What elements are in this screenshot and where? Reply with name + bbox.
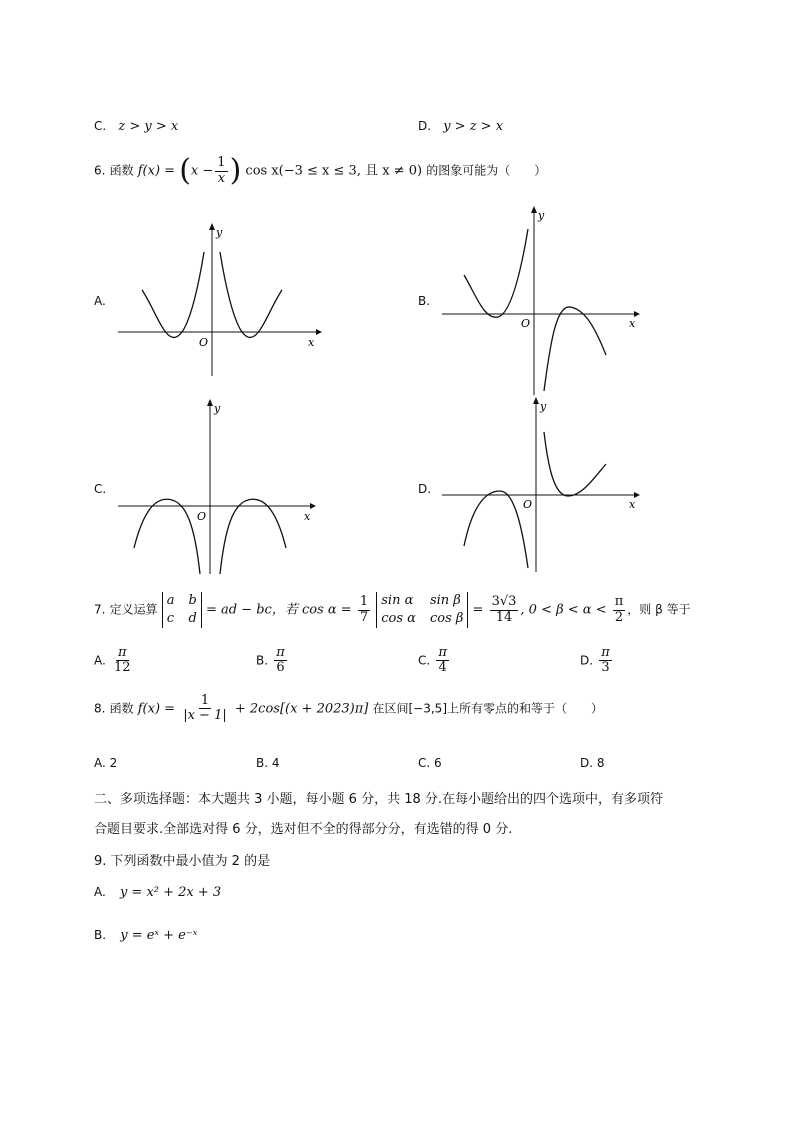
graph-b-x-label: x xyxy=(629,317,636,330)
q7-determinant-def: a b c d xyxy=(162,592,202,628)
q9-option-b: B. y = eˣ + e⁻ˣ xyxy=(94,928,198,943)
graph-d-label: D. xyxy=(418,482,432,496)
graph-a-x-label: x xyxy=(308,336,315,349)
graph-a-label: A. xyxy=(94,294,106,308)
graph-d xyxy=(436,396,646,576)
graph-d-origin: O xyxy=(523,498,533,511)
q9-stem: 9. 下列函数中最小值为 2 的是 xyxy=(94,854,271,869)
graph-d-y-label: y xyxy=(540,400,547,413)
graph-b xyxy=(436,205,646,400)
q6-stem: 6. 函数 f(x) = (x − $\frac{1}{x}$ ) cos x(−3 ≤ x ≤ 3, 且 x ≠ 0) 的图象可能为（ ） xyxy=(94,153,547,188)
q7-determinant-values: sin α sin β cos α cos β xyxy=(376,592,468,628)
q7-option-b: B. $\frac{\pi}{6}$ xyxy=(256,645,285,676)
graph-d-x-label: x xyxy=(629,498,636,511)
graph-c-origin: O xyxy=(197,510,207,523)
section2-line2: 合题目要求.全部选对得 6 分，选对但不全的得部分分，有选错的得 0 分. xyxy=(94,822,513,837)
graph-b-origin: O xyxy=(521,317,531,330)
q5-option-c: C. z > y > x xyxy=(94,119,179,134)
q5-option-d: D. y > z > x xyxy=(418,119,504,134)
graph-a-origin: O xyxy=(199,336,209,349)
q7-stem: 7. 定义运算 a b c d = ad − bc，若 cos α = $\frac{1}{7}$ sin α sin β cos α cos β = $\frac{3√3}{14}$ , 0 < β < α < $\frac{\pi}{2}$ ，则 β 等于 xyxy=(94,592,691,628)
section2-line1: 二、多项选择题：本大题共 3 小题，每小题 6 分，共 18 分.在每小题给出的四个选项中，有多项符 xyxy=(94,792,664,807)
q7-option-d: D. $\frac{\pi}{3}$ xyxy=(580,645,610,676)
q8-option-d: D. 8 xyxy=(580,756,605,770)
q7-option-a: A. $\frac{\pi}{12}$ xyxy=(94,645,131,676)
graph-c-label: C. xyxy=(94,482,107,496)
graph-a-y-label: y xyxy=(216,226,223,239)
graph-c-y-label: y xyxy=(214,402,221,415)
graph-b-y-label: y xyxy=(538,209,545,222)
graph-c-x-label: x xyxy=(304,510,311,523)
graph-b-label: B. xyxy=(418,294,431,308)
q8-stem: 8. 函数 f(x) = $\frac{1}{|x - 1|}$ + 2cos[(x + 2023)π] 在区间[−3,5]上所有零点的和等于（ ） xyxy=(94,693,604,724)
q7-option-c: C. $\frac{\pi}{4}$ xyxy=(418,645,447,676)
q8-option-b: B. 4 xyxy=(256,756,280,770)
q9-option-a: A. y = x² + 2x + 3 xyxy=(94,885,222,900)
q8-option-a: A. 2 xyxy=(94,756,118,770)
graph-c xyxy=(112,398,322,578)
q8-option-c: C. 6 xyxy=(418,756,442,770)
graph-a xyxy=(112,222,322,382)
